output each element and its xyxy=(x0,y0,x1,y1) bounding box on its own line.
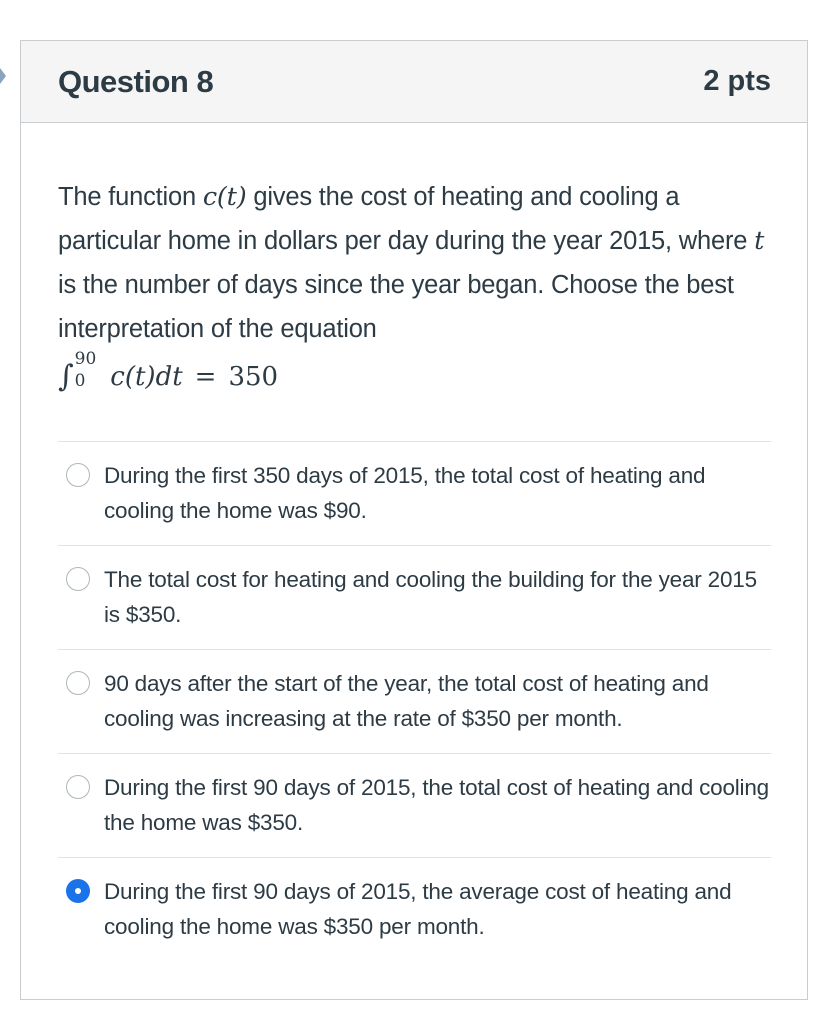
answer-option[interactable] xyxy=(58,546,771,650)
integral xyxy=(58,349,97,394)
answer-option[interactable] xyxy=(58,442,771,546)
prompt-text-1: The function xyxy=(58,183,203,211)
radio-button[interactable] xyxy=(66,671,90,695)
equation-value: 350 xyxy=(228,362,279,392)
prompt-variable: t xyxy=(754,226,765,256)
answer-option[interactable] xyxy=(58,858,771,962)
equals-sign: = xyxy=(194,362,217,392)
integral-equation xyxy=(58,351,771,403)
prompt-function: c(t) xyxy=(202,182,247,212)
prompt-text-2: gives the cost of heating and cooling a particular home in dollars per day during the year 2015, where xyxy=(58,183,755,255)
question-nav-arrow-icon xyxy=(0,68,6,84)
answer-label[interactable]: During the first 90 days of 2015, the average cost of heating and cooling the home was $350 per month. xyxy=(104,879,732,939)
answer-list xyxy=(58,441,771,962)
question-body xyxy=(21,123,807,962)
answer-label[interactable]: During the first 90 days of 2015, the total cost of heating and cooling the home was $350. xyxy=(104,775,769,835)
answer-option[interactable] xyxy=(58,650,771,754)
radio-button[interactable] xyxy=(66,567,90,591)
question-header xyxy=(21,41,807,123)
question-points: 2 pts xyxy=(703,65,771,97)
integral-upper-limit: 90 xyxy=(74,349,97,369)
integral-lower-limit: 0 xyxy=(74,371,86,391)
question-card xyxy=(20,40,808,1000)
answer-label[interactable]: During the first 350 days of 2015, the total cost of heating and cooling the home was $90. xyxy=(104,463,706,523)
radio-button[interactable] xyxy=(66,879,90,903)
radio-button[interactable] xyxy=(66,463,90,487)
prompt-text-3: is the number of days since the year began. Choose the best interpretation of the equation xyxy=(58,271,734,343)
radio-button[interactable] xyxy=(66,775,90,799)
integral-limits xyxy=(74,349,97,391)
answer-label[interactable]: 90 days after the start of the year, the total cost of heating and cooling was increasing at the rate of $350 per month. xyxy=(104,671,709,731)
answer-option[interactable] xyxy=(58,754,771,858)
question-prompt xyxy=(58,175,771,351)
answer-label[interactable]: The total cost for heating and cooling the building for the year 2015 is $350. xyxy=(104,567,757,627)
integrand: c(t)dt xyxy=(110,362,183,392)
integral-sign: ∫ xyxy=(58,359,74,394)
question-title: Question 8 xyxy=(58,63,214,99)
